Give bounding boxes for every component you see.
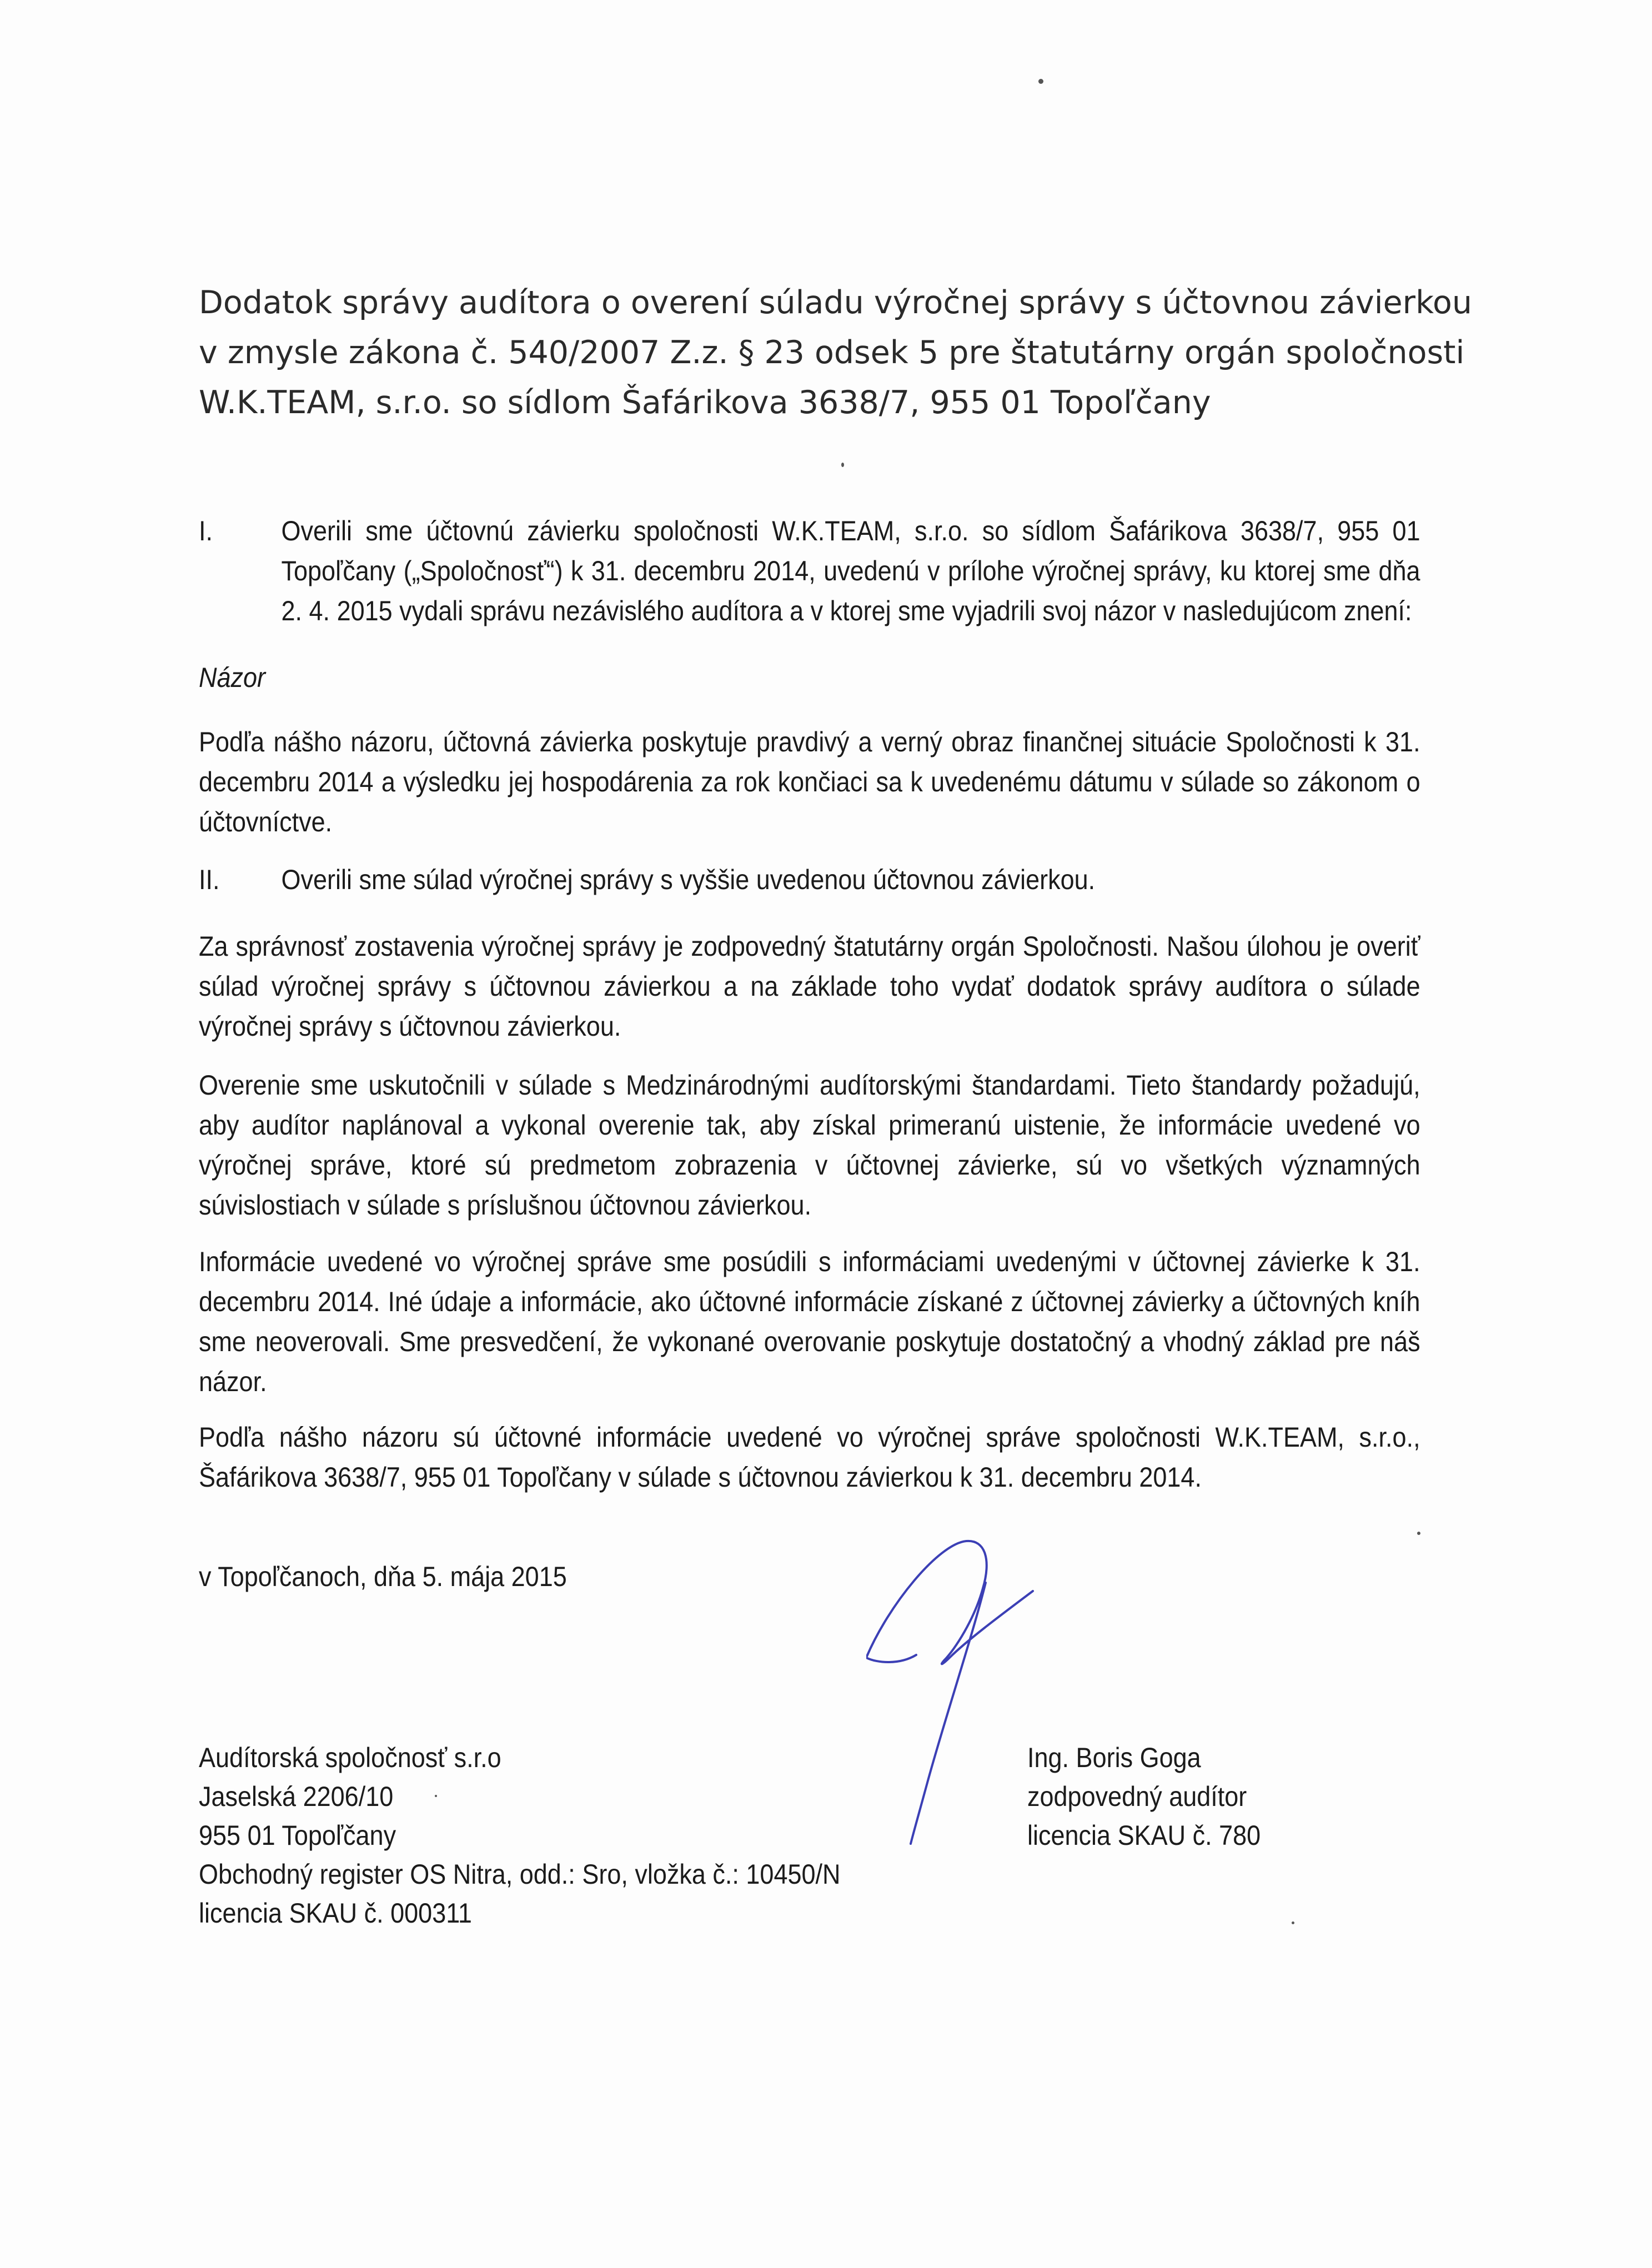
section-text: Overili sme účtovnú závierku spoločnosti W.K.TEAM, s.r.o. so sídlom Šafárikova 3638/7, 955 01 Topoľčany („Spoločnosť“) k 31. decembru 2014, uvedenú v prílohe výročnej správy, ku ktorej sme dňa 2. 4. 2015 vydali správu nezávislého audítora a v ktorej sme vyjadrili svoj názor v nasledujúcom znení:	[281, 515, 1420, 626]
section-text: Overili sme súlad výročnej správy s vyššie uvedenou účtovnou závierkou.	[281, 864, 1096, 895]
auditor-name: Ing. Boris Goga	[1027, 1742, 1201, 1773]
audit-firm-block	[199, 1738, 841, 1933]
firm-city: 955 01 Topoľčany	[199, 1820, 396, 1851]
auditor-license: licencia SKAU č. 780	[1027, 1820, 1261, 1851]
paragraph: Informácie uvedené vo výročnej správe sme posúdili s informáciami uvedenými v účtovnej závierke k 31. decembru 2014. Iné údaje a informácie, ako účtovné informácie získané z účtovnej závierky a účtovných kníh sme neoverovali. Sme presvedčení, že vykonané overovanie poskytuje dostatočný a vhodný základ pre náš názor.	[199, 1246, 1420, 1397]
opinion-heading: Názor	[199, 662, 266, 693]
opinion-paragraph: Podľa nášho názoru, účtovná závierka poskytuje pravdivý a verný obraz finančnej situácie Spoločnosti k 31. decembru 2014 a výsledku jej hospodárenia za rok končiaci sa k uvedenému dátumu v súlade so zákonom o účtovníctve.	[199, 726, 1420, 837]
title-line: v zmysle zákona č. 540/2007 Z.z. § 23 odsek 5 pre štatutárny orgán spoločnosti	[199, 334, 1465, 371]
document-title	[199, 278, 1473, 428]
paragraph: Za správnosť zostavenia výročnej správy je zodpovedný štatutárny orgán Spoločnosti. Našou úlohou je overiť súlad výročnej správy s účtovnou závierkou a na základe toho vydať dodatok správy audítora o súlade výročnej správy s účtovnou závierkou.	[199, 931, 1420, 1042]
scan-speck	[435, 1795, 437, 1797]
firm-name: Audítorská spoločnosť s.r.o	[199, 1742, 501, 1773]
scan-speck	[1292, 1921, 1294, 1924]
scan-speck	[1038, 79, 1043, 84]
title-line: Dodatok správy audítora o overení súladu výročnej správy s účtovnou závierkou	[199, 284, 1473, 321]
handwritten-signature	[866, 1522, 1066, 1866]
section-number: II.	[199, 864, 220, 895]
paragraph: Overenie sme uskutočnili v súlade s Medzinárodnými audítorskými štandardami. Tieto štandardy požadujú, aby audítor naplánoval a vykonal overenie tak, aby získal primeranú uistenie, že informácie uvedené vo výročnej správe, ktoré sú predmetom zobrazenia v účtovnej závierke, sú vo všetkých významných súvislostiach v súlade s príslušnou účtovnou závierkou.	[199, 1070, 1420, 1221]
firm-street: Jaselská 2206/10	[199, 1781, 394, 1812]
section-number: I.	[199, 515, 213, 546]
scan-speck	[1417, 1532, 1420, 1535]
firm-register: Obchodný register OS Nitra, odd.: Sro, vložka č.: 10450/N	[199, 1859, 841, 1890]
auditor-role: zodpovedný audítor	[1027, 1781, 1247, 1812]
title-line: W.K.TEAM, s.r.o. so sídlom Šafárikova 3638/7, 955 01 Topoľčany	[199, 384, 1211, 421]
firm-license: licencia SKAU č. 000311	[199, 1898, 472, 1929]
section-2	[199, 860, 1420, 900]
paragraph: Podľa nášho názoru sú účtovné informácie uvedené vo výročnej správe spoločnosti W.K.TEAM, s.r.o., Šafárikova 3638/7, 955 01 Topoľčany v súlade s účtovnou závierkou k 31. decembru 2014.	[199, 1422, 1420, 1493]
scan-speck	[841, 463, 844, 467]
section-1	[199, 511, 1420, 631]
place-date: v Topoľčanoch, dňa 5. mája 2015	[199, 1561, 567, 1592]
